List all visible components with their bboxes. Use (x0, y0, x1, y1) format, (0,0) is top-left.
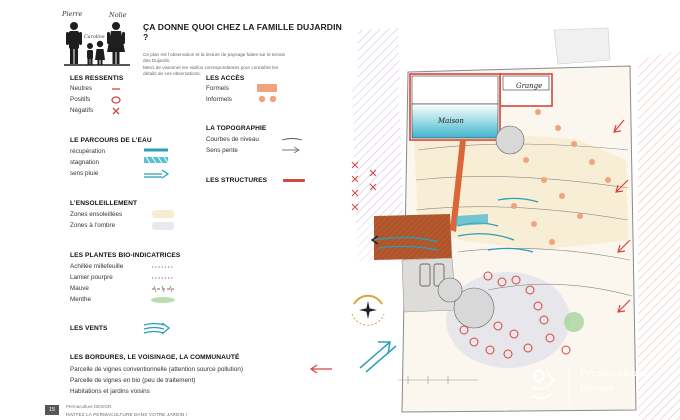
legend-achillee-label: Achillée millefeuille (70, 263, 124, 270)
watermark-line1: Permaculture (580, 368, 648, 379)
intro-line: Merci de visionner les vidéos correspondantes pour connaître les (143, 64, 279, 70)
informal-access-dots (255, 94, 281, 104)
site-plan-drawing (338, 20, 680, 420)
positive-circle-icon (112, 97, 120, 103)
intro-line: détails de ces observations. (143, 71, 201, 77)
site-map (338, 20, 680, 420)
legend-pente-label: Sens pente (206, 147, 238, 154)
legend-topo-title: LA TOPOGRAPHIE (206, 125, 267, 132)
pollution-arrow-icon (308, 364, 336, 374)
family-name-right: Nolie (109, 11, 127, 19)
legend-recuperation-label: récupération (70, 148, 106, 155)
formal-access-swatch (257, 84, 277, 92)
contour-line-icon (282, 139, 302, 141)
legend-ressentis-title: LES RESSENTIS (70, 75, 124, 82)
legend-voisins-label: Habitations et jardins voisins (70, 388, 150, 395)
ressentis-symbols (108, 84, 128, 120)
legend-vignes-bio-label: Parcelle de vignes en bio (peu de traitement) (70, 377, 196, 384)
legend-ombre-label: Zones à l’ombre (70, 222, 116, 229)
map-label-maison: Maison (438, 117, 464, 125)
legend-neutres-label: Neutres (70, 85, 93, 92)
topo-symbols (280, 134, 306, 156)
shade-zone-swatch (152, 222, 174, 230)
legend-vents-title: LES VENTS (70, 325, 108, 332)
page-number: 15 (45, 405, 59, 415)
eau-symbols (140, 145, 174, 181)
watermark-line2: Design (580, 383, 615, 394)
intro-line: des Dujardin. (143, 58, 171, 64)
sun-zone-swatch (152, 210, 174, 218)
negative-cross-icon (113, 108, 119, 114)
legend-mauve-label: Mauve (70, 285, 89, 292)
legend-structures-title: LES STRUCTURES (206, 177, 268, 184)
intro-text (143, 52, 339, 78)
page-title: ÇA DONNE QUOI CHEZ LA FAMILLE DUJARDIN ? (143, 22, 342, 42)
legend-bordures-title: LES BORDURES, LE VOISINAGE, LA COMMUNAUTÉ (70, 354, 240, 361)
legend-ensoleillees-label: Zones ensoleillées (70, 211, 123, 218)
legend-stagnation-label: stagnation (70, 159, 100, 166)
legend-sens-pluie-label: sens pluie (70, 170, 99, 177)
legend-menthe-label: Menthe (70, 296, 92, 303)
slope-arrow-icon (282, 147, 299, 153)
family-illustration (62, 10, 134, 72)
legend-vignes-conv-label: Parcelle de vignes conventionnelle (attention source pollution) (70, 366, 243, 373)
rain-arrow-icon (144, 170, 168, 178)
family-name-left: Pierre (62, 10, 83, 18)
plantes-symbols (150, 262, 178, 306)
legend-negatifs-label: Négatifs (70, 107, 94, 114)
legend-plantes-title: LES PLANTES BIO-INDICATRICES (70, 252, 181, 259)
map-label-grange: Grange (516, 82, 543, 90)
footer-brand: Permaculture DESIGN (66, 404, 112, 409)
legend-positifs-label: Positifs (70, 96, 91, 103)
intro-line: Ce plan est l’observation et la lecture de paysage faites sur le terrain (143, 52, 286, 57)
structure-line-swatch (283, 179, 305, 182)
family-figures-icon (62, 10, 134, 72)
legend-informels-label: Informels (206, 96, 232, 103)
family-child-name: Caroline (84, 35, 105, 40)
legend-courbes-label: Courbes de niveau (206, 136, 259, 143)
legend-lamier-label: Lamier pourpre (70, 274, 113, 281)
legend-acces-title: LES ACCÈS (206, 75, 245, 82)
menthe-patch-icon (151, 297, 175, 303)
legend-soleil-title: L’ENSOLEILLEMENT (70, 200, 138, 207)
wind-arrow-icon (142, 320, 172, 336)
legend-eau-title: LE PARCOURS DE L’EAU (70, 137, 152, 144)
header (143, 22, 343, 78)
footer-tagline: INVITEZ LA PERMACULTURE DANS VOTRE JARDIN ! (66, 412, 188, 417)
legend-formels-label: Formels (206, 85, 229, 92)
